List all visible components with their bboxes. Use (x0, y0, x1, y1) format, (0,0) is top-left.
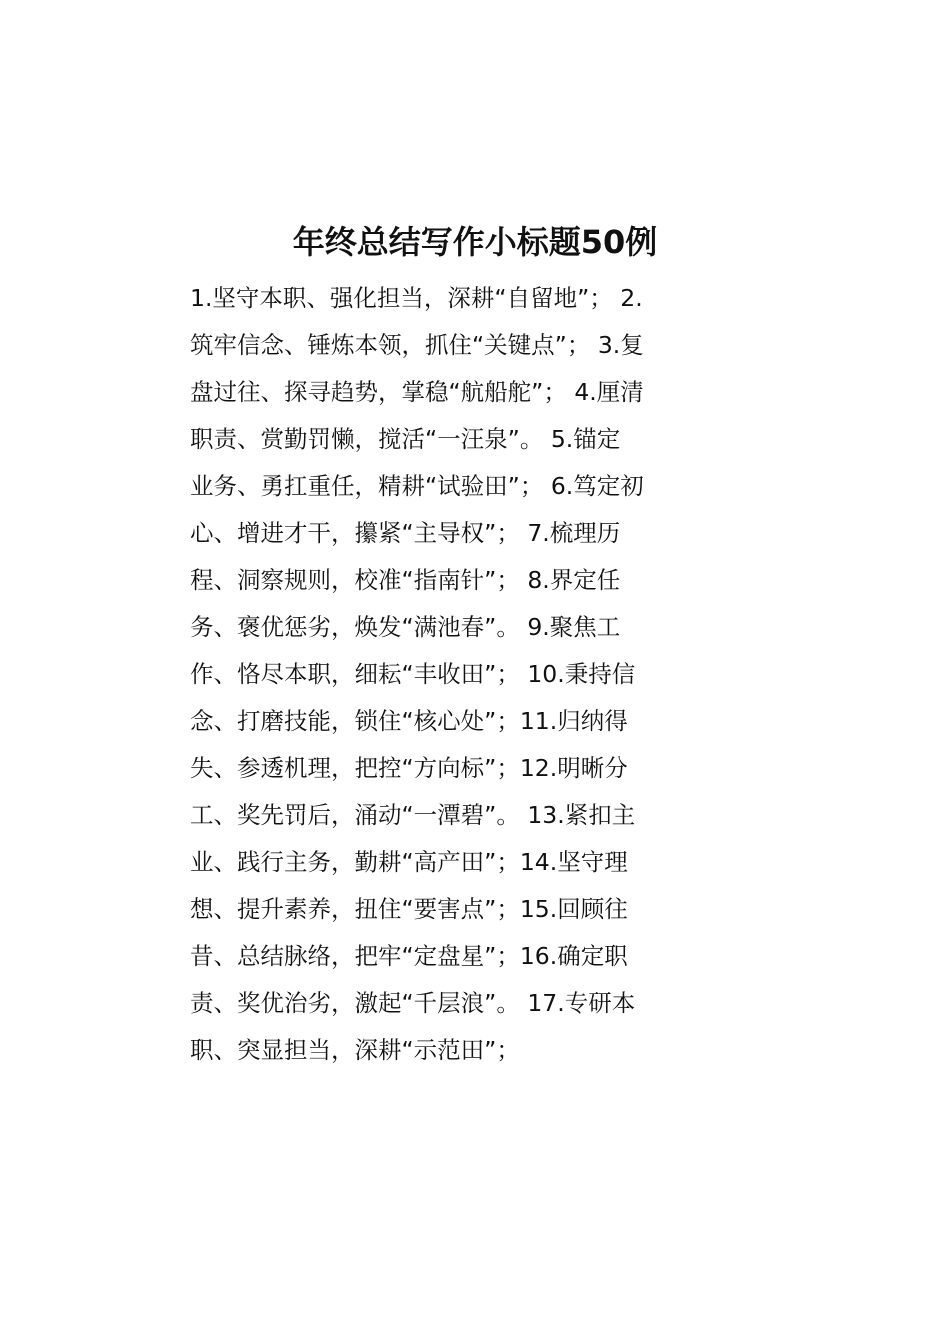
body-line-13: 业、践行主务，勤耕“高产田”；14.坚守理 (190, 848, 628, 876)
body-line-2: 筑牢信念、锤炼本领，抓住“关键点”； 3.复 (190, 331, 644, 359)
document-title: 年终总结写作小标题50例 (292, 223, 658, 261)
body-line-14: 想、提升素养，扭住“要害点”；15.回顾往 (190, 895, 628, 923)
body-line-16: 责、奖优治劣，激起“千层浪”。 17.专研本 (190, 989, 636, 1017)
body-line-9: 作、恪尽本职，细耘“丰收田”； 10.秉持信 (190, 660, 636, 688)
body-line-11: 失、参透机理，把控“方向标”；12.明晰分 (190, 754, 628, 782)
body-line-8: 务、褒优惩劣，焕发“满池春”。 9.聚焦工 (190, 613, 621, 641)
body-line-3: 盘过往、探寻趋势，掌稳“航船舵”； 4.厘清 (190, 378, 644, 406)
body-line-17: 职、突显担当，深耕“示范田”； (190, 1036, 520, 1064)
body-line-6: 心、增进才干，攥紧“主导权”； 7.梳理历 (190, 519, 621, 547)
body-line-7: 程、洞察规则，校准“指南针”； 8.界定任 (190, 566, 621, 594)
body-line-12: 工、奖先罚后，涌动“一潭碧”。 13.紧扣主 (190, 801, 636, 829)
body-line-1: 1.坚守本职、强化担当，深耕“自留地”； 2. (190, 284, 643, 312)
body-line-15: 昔、总结脉络，把牢“定盘星”；16.确定职 (190, 942, 628, 970)
body-line-10: 念、打磨技能，锁住“核心处”；11.归纳得 (190, 707, 628, 735)
document-body (190, 275, 670, 1074)
body-line-4: 职责、赏勤罚懒，搅活“一汪泉”。 5.锚定 (190, 425, 621, 453)
body-line-5: 业务、勇扛重任，精耕“试验田”； 6.笃定初 (190, 472, 644, 500)
